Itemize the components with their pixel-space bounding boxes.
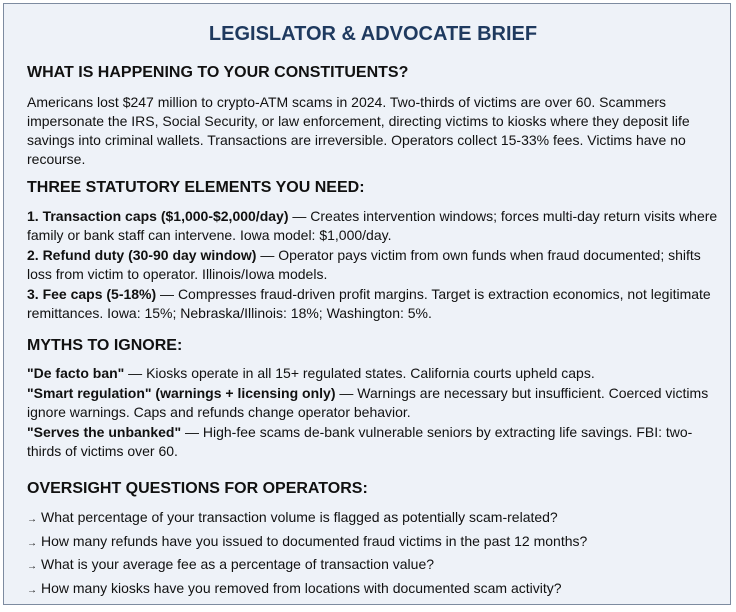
list-item (27, 507, 719, 531)
list-item (27, 207, 719, 245)
question-text: How many kiosks have you removed from locations with documented scam activity? (41, 579, 562, 596)
item-title: 1. Transaction caps ($1,000-$2,000/day) (27, 207, 289, 224)
arrow-right-icon: → (27, 514, 37, 525)
section-heading-statutory: THREE STATUTORY ELEMENTS YOU NEED: (27, 179, 365, 196)
item-text: — Warnings are necessary but insufficient. Coerced victims ignore warnings. Caps and refunds change operator behavior. (27, 384, 709, 420)
item-text: — Creates intervention windows; forces multi-day return visits where family or bank staff can intervene. Iowa model: $1,000/day. (27, 207, 718, 243)
page-title: LEGISLATOR & ADVOCATE BRIEF (208, 23, 538, 45)
item-text: — Operator pays victim from own funds when fraud documented; shifts loss from victim to operator. Illinois/Iowa models. (27, 246, 701, 282)
section-heading-constituents: WHAT IS HAPPENING TO YOUR CONSTITUENTS? (27, 64, 409, 81)
question-text: What percentage of your transaction volume is flagged as potentially scam-related? (41, 509, 558, 525)
item-title: "Smart regulation" (warnings + licensing only) (27, 384, 336, 401)
section-heading-myths: MYTHS TO IGNORE: (27, 337, 183, 354)
list-item (27, 578, 719, 602)
arrow-right-icon: → (27, 537, 37, 549)
list-item (27, 285, 719, 323)
item-text: — Kiosks operate in all 15+ regulated states. California courts upheld caps. (124, 364, 595, 381)
item-title: 2. Refund duty (30-90 day window) (27, 246, 257, 263)
item-title: "De facto ban" (27, 364, 125, 381)
list-item (27, 364, 719, 383)
constituents-paragraph: Americans lost $247 million to crypto-ATM scams in 2024. Two-thirds of victims are over 60. Scammers impersonate the IRS, Social Security, or law enforcement, directing victims to kiosks where they deposit life savings into criminal wallets. Transactions are irreversible. Operators collect 15-33% fees. Victims have no recourse. (27, 93, 690, 167)
list-item (27, 554, 719, 578)
myths-list (27, 364, 719, 461)
questions-list (27, 507, 719, 601)
list-item (27, 423, 719, 461)
question-text: How many refunds have you issued to documented fraud victims in the past 12 months? (41, 532, 588, 549)
item-title: "Serves the unbanked" (27, 423, 182, 440)
item-text: — Compresses fraud-driven profit margins. Target is extraction economics, not legitimate remittances. Iowa: 15%; Nebraska/Illinois: 18%; Washington: 5%. (27, 285, 711, 321)
list-item (27, 246, 719, 284)
statutory-list (27, 207, 719, 323)
item-title: 3. Fee caps (5-18%) (27, 285, 157, 302)
list-item (27, 531, 719, 555)
question-text: What is your average fee as a percentage of transaction value? (41, 556, 435, 572)
arrow-right-icon: → (27, 561, 37, 572)
section-heading-oversight: OVERSIGHT QUESTIONS FOR OPERATORS: (27, 480, 368, 497)
list-item (27, 384, 719, 422)
brief-card (3, 3, 731, 605)
item-text: — High-fee scams de-bank vulnerable seniors by extracting life savings. FBI: two-thirds of victims over 60. (27, 423, 693, 459)
arrow-right-icon: → (27, 584, 37, 596)
